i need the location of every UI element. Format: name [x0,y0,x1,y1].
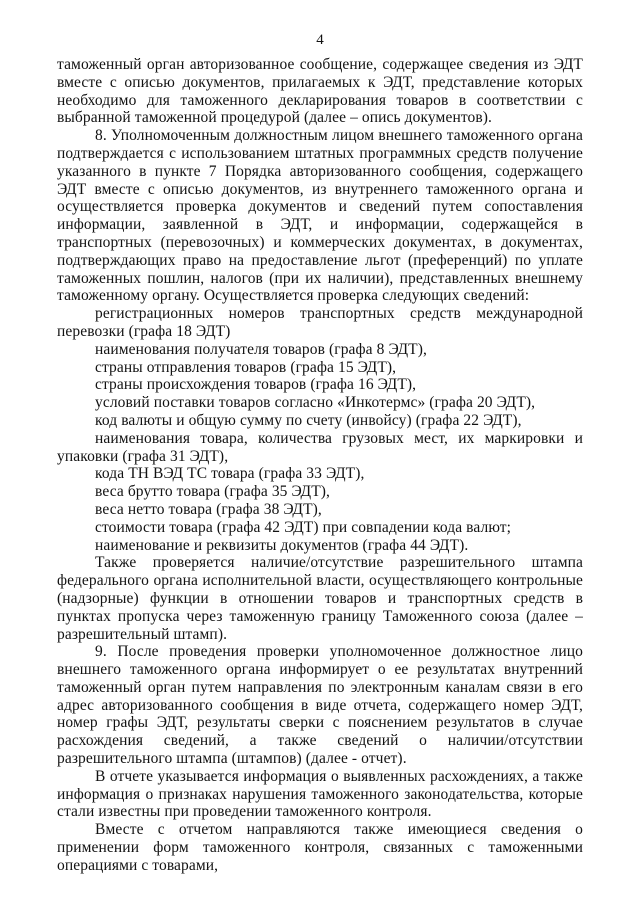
paragraph-stamp-check: Также проверяется наличие/отсутствие разрешительного штампа федерального органа исполнительной власти, осуществляющего контрольные (надзорные) функции в отношении товаров и транспортных средств в пунктах пропуска через таможенную границу Таможенного союза (далее – разрешительный штамп). [57,554,583,643]
list-item-grafa-15: страны отправления товаров (графа 15 ЭДТ), [95,358,397,376]
list-item-grafa-33: кода ТН ВЭД ТС товара (графа 33 ЭДТ), [95,465,365,483]
paragraph-clause-8: 8. Уполномоченным должностным лицом внешнего таможенного органа подтверждается с использованием штатных программных средств получение указанного в пункте 7 Порядка авторизованного сообщения, содержащего ЭДТ вместе с описью документов, из внутреннего таможенного органа и осуществляется проверка документов и сведений путем сопоставления информации, заявленной в ЭДТ, и информации, содержащейся в транспортных (перевозочных) и коммерческих документах, в документах, подтверждающих право на предоставление льгот (преференций) по уплате таможенных пошлин, налогов (при их наличии), представленных внешнему таможенному органу. Осуществляется проверка следующих сведений: [57,127,583,305]
page-number: 4 [316,32,324,48]
list-item-grafa-38: веса нетто товара (графа 38 ЭДТ), [95,500,322,518]
paragraph-report-attachments: Вместе с отчетом направляются также имеющиеся сведения о применении форм таможенного контроля, связанных с таможенными операциями с товарами, [57,821,583,874]
document-body [57,56,583,875]
list-item-grafa-8: наименования получателя товаров (графа 8 ЭДТ), [95,340,427,358]
paragraph-report-contents: В отчете указывается информация о выявленных расхождениях, а также информация о признаках нарушения таможенного законодательства, которые стали известны при проведении таможенного контроля. [57,767,583,821]
list-item-grafa-18: регистрационных номеров транспортных средств международной перевозки (графа 18 ЭДТ) [57,305,583,340]
list-item-grafa-16: страны происхождения товаров (графа 16 ЭДТ), [95,376,417,394]
paragraph-continuation: таможенный орган авторизованное сообщение, содержащее сведения из ЭДТ вместе с описью документов, прилагаемых к ЭДТ, представление которых необходимо для таможенного декларирования товаров в соответствии с выбранной таможенной процедурой (далее – опись документов). [57,56,583,127]
list-item-grafa-42: стоимости товара (графа 42 ЭДТ) при совпадении кода валют; [95,518,512,536]
list-item-grafa-44: наименование и реквизиты документов (графа 44 ЭДТ). [95,536,469,554]
list-item-grafa-31: наименования товара, количества грузовых мест, их маркировки и упаковки (графа 31 ЭДТ), [57,429,583,465]
list-item-grafa-20: условий поставки товаров согласно «Инкотермс» (графа 20 ЭДТ), [95,394,536,412]
list-item-grafa-35: веса брутто товара (графа 35 ЭДТ), [95,483,331,501]
paragraph-clause-9: 9. После проведения проверки уполномоченное должностное лицо внешнего таможенного органа информирует о ее результатах внутренний таможенный орган путем направления по электронным каналам связи в его адрес авторизованного сообщения в виде отчета, содержащего номер ЭДТ, номер графы ЭДТ, результаты сверки с пояснением результатов в случае расхождения сведений, а также сведений о наличии/отсутствии разрешительного штампа (штампов) (далее - отчет). [57,643,583,768]
list-item-grafa-22: код валюты и общую сумму по счету (инвойсу) (графа 22 ЭДТ), [95,411,522,429]
